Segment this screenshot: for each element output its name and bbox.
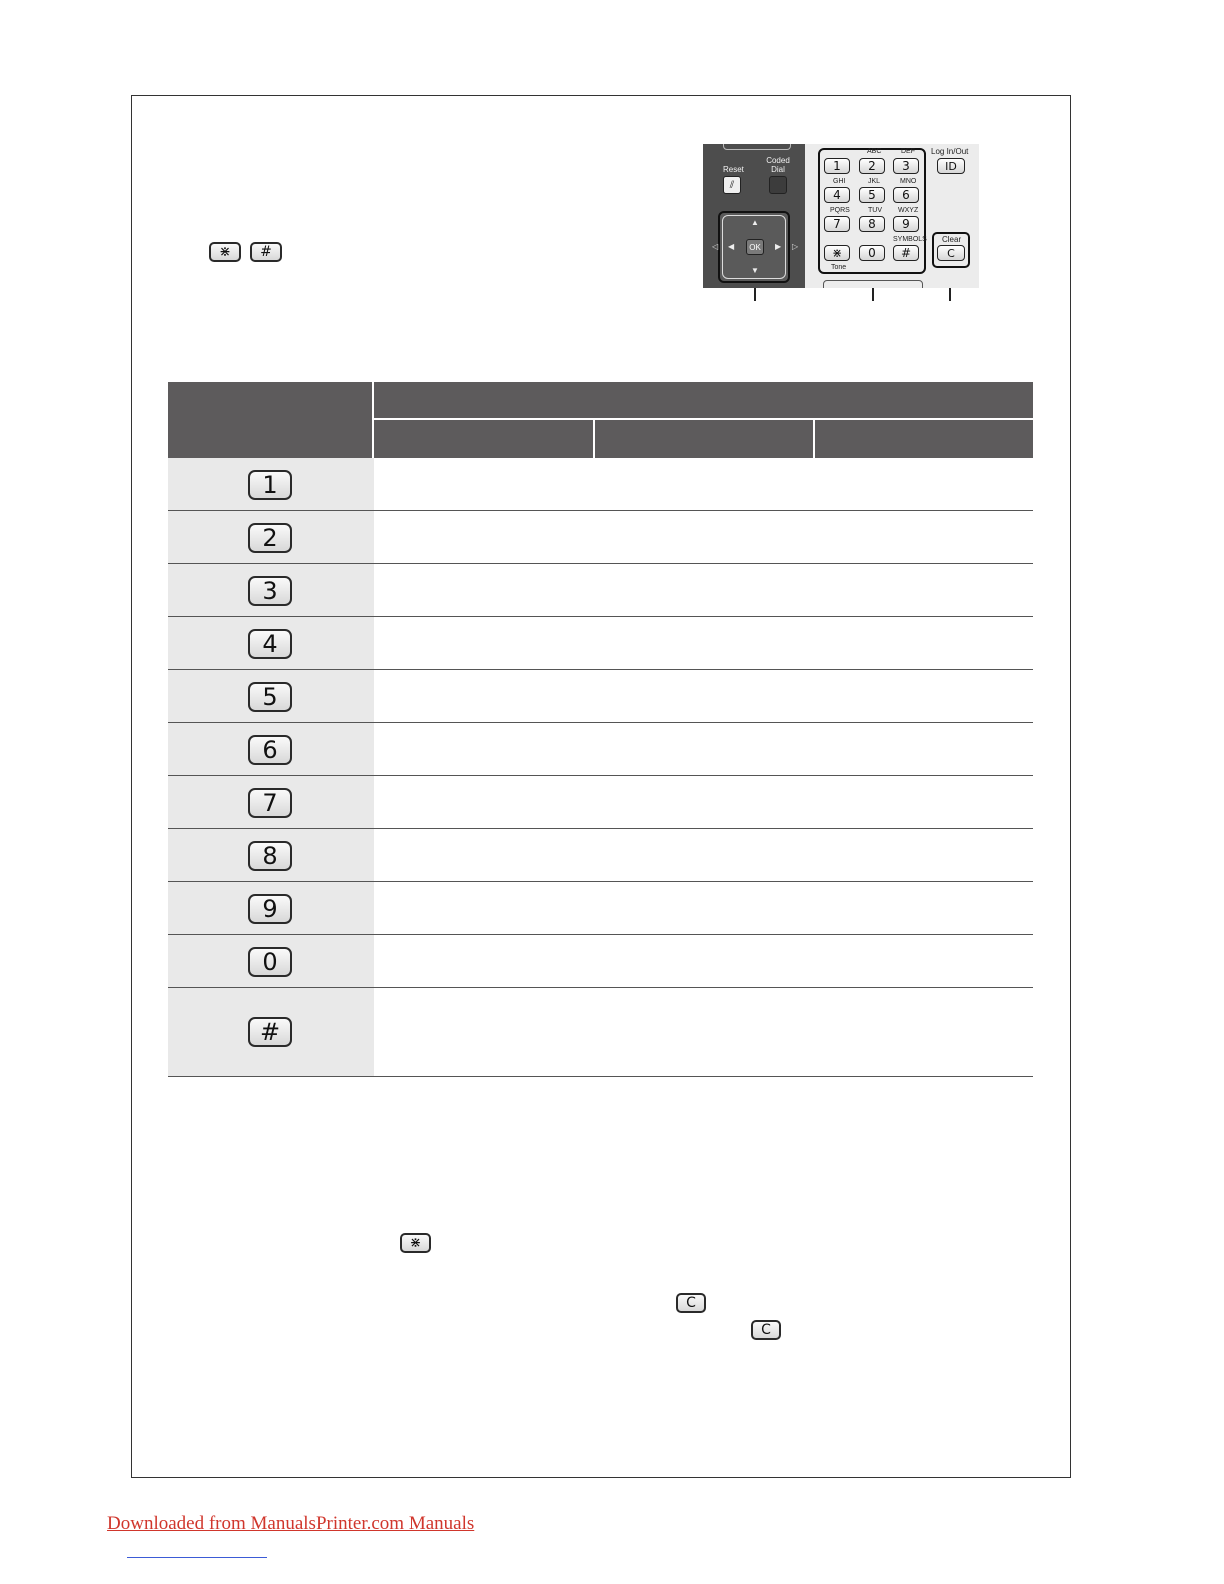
keypad-key[interactable]: 0 xyxy=(859,245,885,261)
login-label: Log In/Out xyxy=(931,147,969,156)
volume-low-icon: ◁ xyxy=(712,242,719,251)
callout-line-clear xyxy=(949,288,951,301)
ok-button[interactable]: OK xyxy=(746,239,764,255)
callout-line-keypad xyxy=(872,288,874,301)
clear-key-icon: C xyxy=(676,1293,706,1313)
star-key-icon: ⋇ xyxy=(209,242,241,262)
footer-rule xyxy=(127,1557,267,1558)
keypad-key[interactable]: 7 xyxy=(824,216,850,232)
dpad-up-icon[interactable]: ▲ xyxy=(751,218,759,227)
callout-line-dpad xyxy=(754,288,756,301)
table-row xyxy=(168,829,1033,882)
dpad-down-icon[interactable]: ▼ xyxy=(751,266,759,275)
keypad-key[interactable]: ⋇ xyxy=(824,245,850,261)
table-header-col xyxy=(374,420,593,458)
star-key-icon: ⋇ xyxy=(400,1233,431,1253)
table-row xyxy=(168,935,1033,988)
table-header-key xyxy=(168,382,372,458)
keypad-key[interactable]: 8 xyxy=(859,216,885,232)
key-7-icon: 7 xyxy=(248,788,292,818)
table-row xyxy=(168,988,1033,1077)
key-3-icon: 3 xyxy=(248,576,292,606)
dpad-left-icon[interactable]: ◀ xyxy=(728,242,735,251)
clear-label: Clear xyxy=(942,235,962,244)
footer-download-link[interactable]: Downloaded from ManualsPrinter.com Manuals xyxy=(107,1513,475,1534)
table-row xyxy=(168,564,1033,617)
coded-dial-label: Coded Dial xyxy=(766,156,790,174)
table-row xyxy=(168,776,1033,829)
keypad-key[interactable]: 6 xyxy=(893,187,919,203)
reset-label: Reset xyxy=(723,165,744,174)
keypad-key[interactable]: 9 xyxy=(893,216,919,232)
coded-dial-button[interactable] xyxy=(769,176,787,194)
id-button[interactable]: ID xyxy=(937,158,965,174)
reset-button[interactable]: ⫽ xyxy=(723,176,741,194)
keypad-letters: ABC xyxy=(867,148,882,155)
table-row xyxy=(168,670,1033,723)
table-header-group xyxy=(374,382,1033,418)
keypad-key[interactable]: 2 xyxy=(859,158,885,174)
symbols-label: SYMBOLS xyxy=(893,236,927,243)
keypad-letters: PQRS xyxy=(830,207,850,214)
table-row xyxy=(168,882,1033,935)
table-row xyxy=(168,458,1033,511)
table-header-col xyxy=(815,420,1033,458)
clear-button[interactable]: C xyxy=(937,245,965,261)
keypad-key[interactable]: # xyxy=(893,245,919,261)
table-row xyxy=(168,511,1033,564)
key-6-icon: 6 xyxy=(248,735,292,765)
keypad-letters: TUV xyxy=(868,207,882,214)
key-9-icon: 9 xyxy=(248,894,292,924)
volume-high-icon: ▷ xyxy=(792,242,799,251)
control-panel-image xyxy=(703,144,979,288)
keypad-key[interactable]: 3 xyxy=(893,158,919,174)
keypad-key[interactable]: 5 xyxy=(859,187,885,203)
clear-key-icon: C xyxy=(751,1320,781,1340)
keypad-letters: JKL xyxy=(868,178,881,185)
key-hash-icon: # xyxy=(248,1017,292,1047)
keypad-key[interactable]: 4 xyxy=(824,187,850,203)
table-row xyxy=(168,617,1033,670)
keypad-key[interactable]: 1 xyxy=(824,158,850,174)
tone-label: Tone xyxy=(831,264,847,271)
key-1-icon: 1 xyxy=(248,470,292,500)
keypad-letters: GHI xyxy=(833,178,846,185)
key-2-icon: 2 xyxy=(248,523,292,553)
keypad-letters: DEF xyxy=(901,148,915,155)
key-5-icon: 5 xyxy=(248,682,292,712)
table-header-col xyxy=(595,420,813,458)
keypad-letters: WXYZ xyxy=(898,207,919,214)
table-row xyxy=(168,723,1033,776)
keypad-letters: MNO xyxy=(900,178,917,185)
key-0-icon: 0 xyxy=(248,947,292,977)
key-8-icon: 8 xyxy=(248,841,292,871)
dpad-right-icon[interactable]: ▶ xyxy=(775,242,782,251)
hash-key-icon: # xyxy=(250,242,282,262)
key-4-icon: 4 xyxy=(248,629,292,659)
